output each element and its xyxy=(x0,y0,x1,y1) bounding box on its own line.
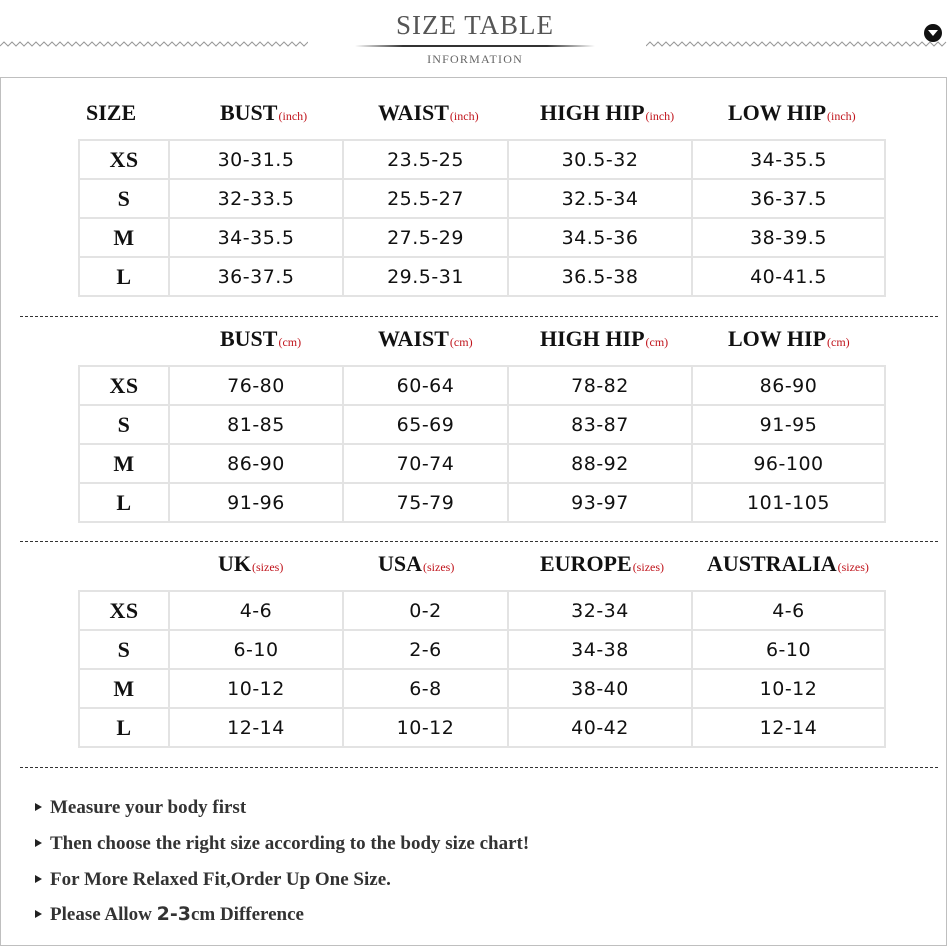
decorative-zigzag-left xyxy=(0,40,308,48)
table-cell: 88-92 xyxy=(508,444,692,483)
decorative-zigzag-right xyxy=(646,40,948,48)
table-cell: 86-90 xyxy=(692,366,885,405)
table-row xyxy=(79,708,885,747)
table-cell: 78-82 xyxy=(508,366,692,405)
size-cell: XS xyxy=(79,140,169,179)
table-cell: 6-10 xyxy=(692,630,885,669)
size-cell: L xyxy=(79,257,169,296)
table-cell: 93-97 xyxy=(508,483,692,522)
page-title: SIZE TABLE xyxy=(395,10,555,40)
table-cell: 101-105 xyxy=(692,483,885,522)
size-cell: M xyxy=(79,444,169,483)
table-cell: 30.5-32 xyxy=(508,140,692,179)
table-cell: 10-12 xyxy=(692,669,885,708)
table-cell: 6-8 xyxy=(343,669,508,708)
col-head-bust-inch: BUST(inch) xyxy=(220,100,308,125)
section-divider xyxy=(20,767,938,768)
triangle-bullet-icon xyxy=(35,875,42,883)
size-cell: L xyxy=(79,483,169,522)
table-cell: 27.5-29 xyxy=(343,218,508,257)
size-cell: M xyxy=(79,218,169,257)
table-cell: 30-31.5 xyxy=(169,140,343,179)
col-head-low-hip-cm: LOW HIP(cm) xyxy=(728,326,850,351)
table-cell: 65-69 xyxy=(343,405,508,444)
table-row xyxy=(79,218,885,257)
table-cell: 32-33.5 xyxy=(169,179,343,218)
table-cell: 0-2 xyxy=(343,591,508,630)
table-row xyxy=(79,405,885,444)
triangle-bullet-icon xyxy=(35,803,42,811)
col-head-usa: USA(sizes) xyxy=(378,551,455,576)
table-cell: 60-64 xyxy=(343,366,508,405)
table-cell: 38-39.5 xyxy=(692,218,885,257)
table-cell: 4-6 xyxy=(692,591,885,630)
table-row xyxy=(79,669,885,708)
triangle-bullet-icon xyxy=(35,839,42,847)
table-cell: 23.5-25 xyxy=(343,140,508,179)
table-cell: 70-74 xyxy=(343,444,508,483)
table-row xyxy=(79,179,885,218)
size-table-inch xyxy=(78,139,886,297)
table-row xyxy=(79,140,885,179)
table-cell: 6-10 xyxy=(169,630,343,669)
table-cell: 36-37.5 xyxy=(169,257,343,296)
section-divider xyxy=(20,541,938,542)
table-cell: 29.5-31 xyxy=(343,257,508,296)
table-cell: 91-95 xyxy=(692,405,885,444)
col-head-bust-cm: BUST(cm) xyxy=(220,326,302,351)
chevron-down-circle-icon[interactable] xyxy=(924,24,942,42)
page-subtitle: INFORMATION xyxy=(427,52,523,66)
triangle-bullet-icon xyxy=(35,910,42,918)
table-cell: 75-79 xyxy=(343,483,508,522)
size-cell: M xyxy=(79,669,169,708)
col-head-high-hip-inch: HIGH HIP(inch) xyxy=(540,100,675,125)
size-cell: L xyxy=(79,708,169,747)
table-cell: 34.5-36 xyxy=(508,218,692,257)
table-cell: 10-12 xyxy=(343,708,508,747)
table-cell: 86-90 xyxy=(169,444,343,483)
table-cell: 2-6 xyxy=(343,630,508,669)
note-item: For More Relaxed Fit,Order Up One Size. xyxy=(35,868,391,891)
table-cell: 83-87 xyxy=(508,405,692,444)
table-cell: 4-6 xyxy=(169,591,343,630)
size-column-label: SIZE xyxy=(86,100,137,125)
table-cell: 12-14 xyxy=(169,708,343,747)
table-cell: 76-80 xyxy=(169,366,343,405)
table-cell: 40-42 xyxy=(508,708,692,747)
table-row xyxy=(79,630,885,669)
col-head-australia: AUSTRALIA(sizes) xyxy=(707,551,869,576)
table-cell: 81-85 xyxy=(169,405,343,444)
table-cell: 12-14 xyxy=(692,708,885,747)
size-cell: S xyxy=(79,405,169,444)
note-item: Please Allow 2-3cm Difference xyxy=(35,903,304,926)
table-cell: 96-100 xyxy=(692,444,885,483)
col-head-waist-cm: WAIST(cm) xyxy=(378,326,473,351)
col-head-waist-inch: WAIST(inch) xyxy=(378,100,479,125)
table-cell: 36.5-38 xyxy=(508,257,692,296)
table-row xyxy=(79,444,885,483)
size-table-cm xyxy=(78,365,886,523)
table-cell: 91-96 xyxy=(169,483,343,522)
size-cell: S xyxy=(79,179,169,218)
col-head-high-hip-cm: HIGH HIP(cm) xyxy=(540,326,669,351)
table-cell: 38-40 xyxy=(508,669,692,708)
table-cell: 40-41.5 xyxy=(692,257,885,296)
size-cell: XS xyxy=(79,366,169,405)
table-cell: 34-38 xyxy=(508,630,692,669)
table-row xyxy=(79,483,885,522)
size-table-international xyxy=(78,590,886,748)
table-row xyxy=(79,591,885,630)
table-cell: 34-35.5 xyxy=(692,140,885,179)
table-cell: 32-34 xyxy=(508,591,692,630)
table-row xyxy=(79,257,885,296)
title-underline xyxy=(355,45,595,47)
section-divider xyxy=(20,316,938,317)
table-cell: 25.5-27 xyxy=(343,179,508,218)
table-cell: 34-35.5 xyxy=(169,218,343,257)
col-head-low-hip-inch: LOW HIP(inch) xyxy=(728,100,856,125)
table-cell: 10-12 xyxy=(169,669,343,708)
col-head-uk: UK(sizes) xyxy=(218,551,284,576)
table-cell: 32.5-34 xyxy=(508,179,692,218)
table-row xyxy=(79,366,885,405)
note-item: Then choose the right size according to the body size chart! xyxy=(35,832,529,855)
col-head-europe: EUROPE(sizes) xyxy=(540,551,665,576)
note-item: Measure your body first xyxy=(35,796,246,819)
size-cell: XS xyxy=(79,591,169,630)
table-cell: 36-37.5 xyxy=(692,179,885,218)
size-cell: S xyxy=(79,630,169,669)
